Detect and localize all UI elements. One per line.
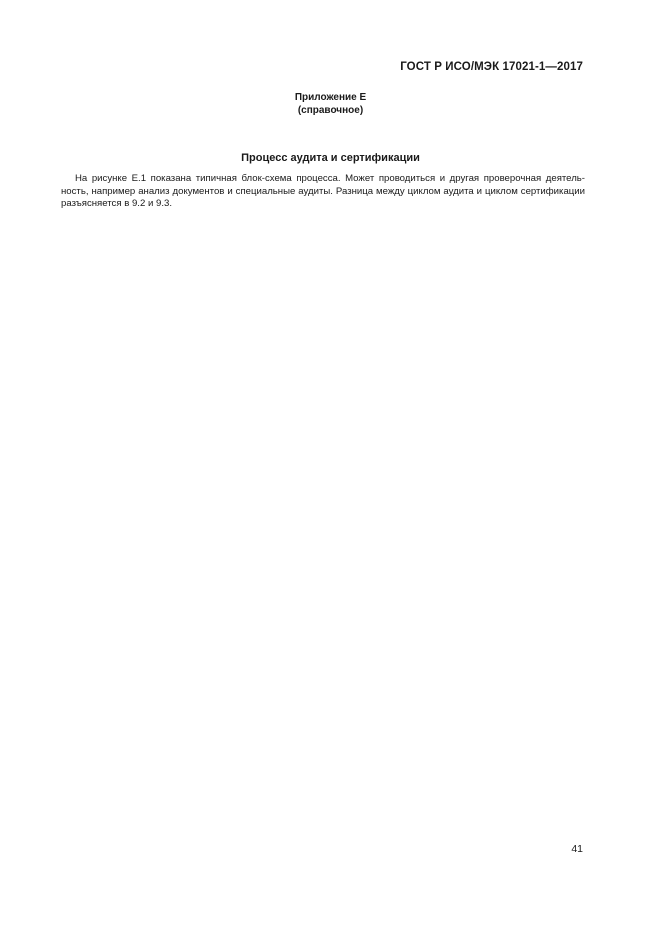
page-number: 41 <box>571 843 583 855</box>
appendix-title: Приложение Е <box>294 92 367 103</box>
appendix-heading <box>0 91 661 117</box>
paragraph-line: разъясняется в 9.2 и 9.3. <box>61 198 172 209</box>
body-paragraph <box>61 173 585 211</box>
paragraph-line: На рисунке Е.1 показана типичная блок-схема процесса. Может проводиться и другая проверочная деятель- <box>75 173 585 184</box>
appendix-subtitle: (справочное) <box>297 105 364 116</box>
document-code: ГОСТ Р ИСО/МЭК 17021-1—2017 <box>400 61 583 73</box>
paragraph-line: ность, например анализ документов и специальные аудиты. Разница между циклом аудита и циклом сертификации <box>61 185 585 197</box>
section-title: Процесс аудита и сертификации <box>241 152 420 164</box>
